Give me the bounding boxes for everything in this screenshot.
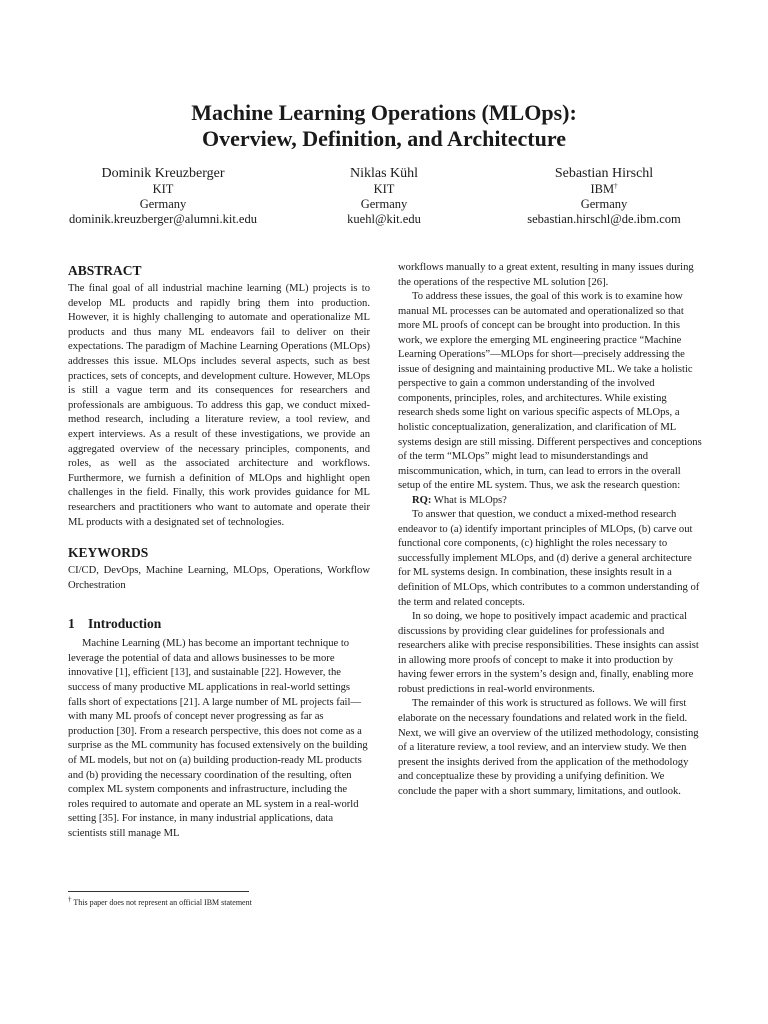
author-email: kuehl@kit.edu xyxy=(347,212,421,226)
introduction-heading xyxy=(68,615,370,633)
author-name: Sebastian Hirschl xyxy=(554,166,654,181)
introduction-paragraph: Machine Learning (ML) has become an important technique to leverage the potential of data and allows businesses to be more innovative [1], efficient [13], and sustainable [22]. However, the success of many productive ML applications in real-world settings falls short of expectations [21]. A large number of ML projects fail—with many ML proofs of concept never progressing as far as production [30]. From a research perspective, this does not come as a surprise as the ML community has focused extensively on the building of ML models, but not on (a) building production-ready ML products and (b) providing the necessary coordination of the resulting, often complex ML system components and infrastructure, including the roles required to automate and operate an ML system in a real-world setting [35]. For instance, in many industrial applications, data scientists still manage ML xyxy=(68,638,368,839)
author-email: sebastian.hirschl@de.ibm.com xyxy=(527,212,681,226)
author-block xyxy=(0,166,768,230)
title-line-1: Machine Learning Operations (MLOps): xyxy=(191,100,577,125)
abstract-text: The final goal of all industrial machine learning (ML) projects is to develop ML products and rapidly bring them into production. However, it is highly challenging to automate and operationalize ML products and thus many ML endeavors fail to deliver on their expectations. The paradigm of Machine Learning Operations (MLOps) addresses this issue. MLOps includes several aspects, such as best practices, sets of concepts, and development culture. However, MLOps is still a vague term and its consequences for researchers and professionals are ambiguous. To address this gap, we conduct mixed-method research, including a literature review, a tool review, and expert interviews. As a result of these investigations, we provide an aggregated overview of the necessary principles, components, and roles, as well as the associated architecture and workflows. Furthermore, we furnish a definition of MLOps and highlight open challenges in the field. Finally, this work provides guidance for ML researchers and practitioners who want to automate and operate their ML products with a designated set of technologies. xyxy=(68,283,370,528)
author-email: dominik.kreuzberger@alumni.kit.edu xyxy=(69,212,257,226)
author-country: Germany xyxy=(360,197,408,211)
footnote xyxy=(68,895,252,908)
right-column xyxy=(398,261,703,799)
author-country: Germany xyxy=(580,197,628,211)
author-name: Dominik Kreuzberger xyxy=(101,166,225,181)
author-1 xyxy=(43,166,283,227)
section-number: 1 xyxy=(68,616,75,632)
body-paragraph-goal: To address these issues, the goal of this work is to examine how manual ML processes can be automated and operationalized so that more ML proofs of concept can be brought into production. In this work, we explore the emerging ML engineering practice “Machine Learning Operations”—MLOps for short—precisely addressing the issue of designing and maintaining productive ML. We take a holistic perspective to gain a common understanding of the involved components, principles, roles, and architectures. While existing research sheds some light on various specific aspects of MLOps, a holistic conceptualization, generalization, and clarification of ML systems design are still missing. Different perspectives and conceptions of the term “MLOps” might lead to misunderstandings and miscommunication, which, in turn, can lead to errors in the overall setup of the entire ML system. Thus, we ask the research question: xyxy=(398,291,702,492)
body-paragraph-structure: The remainder of this work is structured as follows. We will first elaborate on the necessary foundations and related work in the field. Next, we will give an overview of the utilized methodology, consisting of a literature review, a tool review, and an interview study. We then present the insights derived from the application of the methodology and conceptualize these by providing a unifying definition. We conclude the paper with a short summary, limitations, and outlook. xyxy=(398,698,699,797)
abstract-heading: ABSTRACT xyxy=(68,263,142,278)
footnote-mark: † xyxy=(68,895,72,904)
author-affiliation: IBM† xyxy=(590,181,618,196)
author-affiliation: KIT xyxy=(152,182,174,196)
rq-label: RQ: xyxy=(412,494,432,506)
author-affiliation: KIT xyxy=(373,182,395,196)
body-paragraph-impact: In so doing, we hope to positively impact academic and practical discussions by providing clear guidelines for professionals and researchers alike with precise responsibilities. These insights can assist in allowing more proofs of concept to make it into production by having fewer errors in the system’s design and, finally, enabling more robust predictions in real-world environments. xyxy=(398,611,699,695)
author-2 xyxy=(264,166,504,227)
keywords-heading: KEYWORDS xyxy=(68,545,149,561)
footnote-text: This paper does not represent an official IBM statement xyxy=(73,898,252,907)
body-paragraph-continued: workflows manually to a great extent, resulting in many issues during the operations of the respective ML solution [26]. xyxy=(398,262,694,288)
left-column xyxy=(68,262,370,842)
title-line-2: Overview, Definition, and Architecture xyxy=(202,126,566,151)
paper-title xyxy=(0,100,768,152)
affiliation-footnote-mark: † xyxy=(614,181,618,190)
author-3 xyxy=(484,166,724,227)
research-question xyxy=(398,494,703,509)
footnote-divider xyxy=(68,891,249,892)
author-country: Germany xyxy=(139,197,187,211)
author-name: Niklas Kühl xyxy=(349,166,419,181)
section-title: Introduction xyxy=(88,616,162,632)
body-paragraph-method: To answer that question, we conduct a mixed-method research endeavor to (a) identify important principles of MLOps, (b) carve out functional core components, (c) highlight the roles necessary to successfully implement MLOps, and (d) derive a general architecture for ML systems design. In combination, these insights result in a definition of MLOps, which contributes to a common understanding of the term and related concepts. xyxy=(398,509,700,608)
rq-text: What is MLOps? xyxy=(433,494,507,506)
keywords-text: CI/CD, DevOps, Machine Learning, MLOps, Operations, Workflow Orchestration xyxy=(68,565,370,591)
